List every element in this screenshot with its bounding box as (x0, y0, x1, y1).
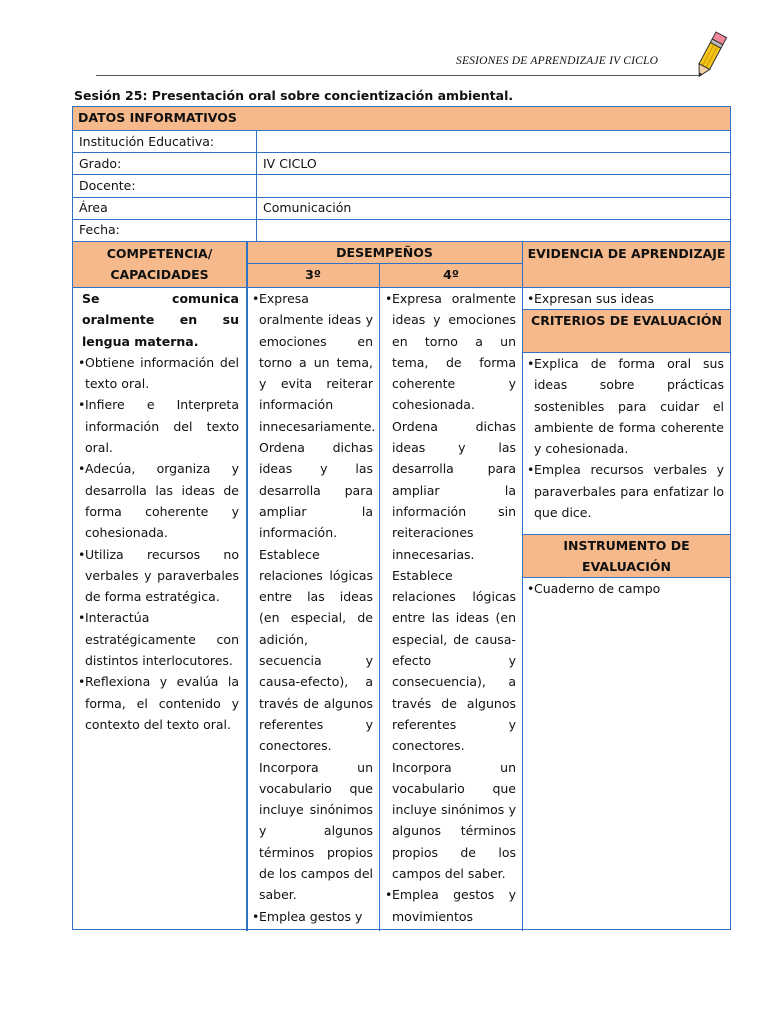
datos-heading-cell (73, 107, 730, 130)
header-competencia: COMPETENCIA/ CAPACIDADES (73, 242, 246, 287)
label-docente: Docente: (79, 178, 136, 193)
capacidad-item: • Obtiene información del texto oral. (79, 352, 239, 395)
capacidad-item: • Infiere e Interpreta información del texto oral. (79, 394, 239, 458)
evidencia-item-wrap (528, 288, 724, 309)
label-institucion: Institución Educativa: (79, 134, 215, 149)
competencia-title: Se comunica oralmente en su lengua materna. (82, 291, 239, 349)
criterio-item: • Explica de forma oral sus ideas sobre prácticas sostenibles para cuidar el ambiente de forma coherente y cohesionada. (528, 353, 724, 459)
label-area: Área (79, 200, 108, 215)
header-grade4: 4º (380, 264, 522, 287)
capacidad-item: • Adecúa, organiza y desarrolla las ideas de forma coherente y cohesionada. (79, 458, 239, 543)
instrumento-wrap (528, 578, 724, 599)
header-evidencia: EVIDENCIA DE APRENDIZAJE (523, 242, 730, 287)
desempenos-3-column (253, 288, 376, 927)
desempeno-4-item: • Emplea gestos y movimientos (386, 884, 516, 927)
instrumento-item: • Cuaderno de campo (528, 578, 724, 599)
session-table (72, 106, 731, 930)
pencil-icon (690, 30, 730, 82)
header-rule (96, 75, 700, 76)
desempenos-4-column (386, 288, 516, 927)
criterios-list (528, 353, 724, 523)
capacidad-item: • Interactúa estratégicamente con distintos interlocutores. (79, 607, 239, 671)
evidencia-item: • Expresan sus ideas (528, 288, 724, 309)
instrumento-heading: INSTRUMENTO DE EVALUACIÓN (523, 535, 730, 577)
criterios-heading: CRITERIOS DE EVALUACIÓN (523, 310, 730, 352)
label-grado: Grado: (79, 156, 122, 171)
capacidad-item: • Reflexiona y evalúa la forma, el contenido y contexto del texto oral. (79, 671, 239, 735)
running-header: SESIONES DE APRENDIZAJE IV CICLO (456, 55, 659, 67)
desempeno-4-item: • Expresa oralmente ideas y emociones en torno a un tema, de forma coherente y cohesionada. Ordena dichas ideas y las desarrolla para ampliar la información sin reiteraciones innecesarias. Establece relaciones lógicas entre las ideas (en especial, de causa-efecto y consecuencia), a través de algunos referentes y conectores. Incorpora un vocabulario que incluye sinónimos y algunos términos propios de los campos del saber. (386, 288, 516, 884)
capacidad-item: • Utiliza recursos no verbales y paraverbales de forma estratégica. (79, 544, 239, 608)
header-desempenos: DESEMPEÑOS (247, 242, 522, 263)
value-grado: IV CICLO (263, 156, 317, 171)
desempeno-3-item: • Emplea gestos y (253, 906, 373, 927)
datos-heading: DATOS INFORMATIVOS (78, 110, 237, 125)
header-grade3: 3º (247, 264, 379, 287)
label-fecha: Fecha: (79, 222, 120, 237)
competencia-column (79, 288, 239, 735)
criterio-item: • Emplea recursos verbales y paraverbales para enfatizar lo que dice. (528, 459, 724, 523)
session-title: Sesión 25: Presentación oral sobre concientización ambiental. (74, 88, 514, 103)
desempeno-3-item: • Expresa oralmente ideas y emociones en torno a un tema, y evita reiterar información innecesariamente. Ordena dichas ideas y las desarrolla para ampliar la información. Establece relaciones lógicas entre las ideas (en especial, de adición, secuencia y causa-efecto), a través de algunos referentes y conectores. Incorpora un vocabulario que incluye sinónimos y algunos términos propios de los campos del saber. (253, 288, 373, 906)
value-area: Comunicación (263, 200, 352, 215)
